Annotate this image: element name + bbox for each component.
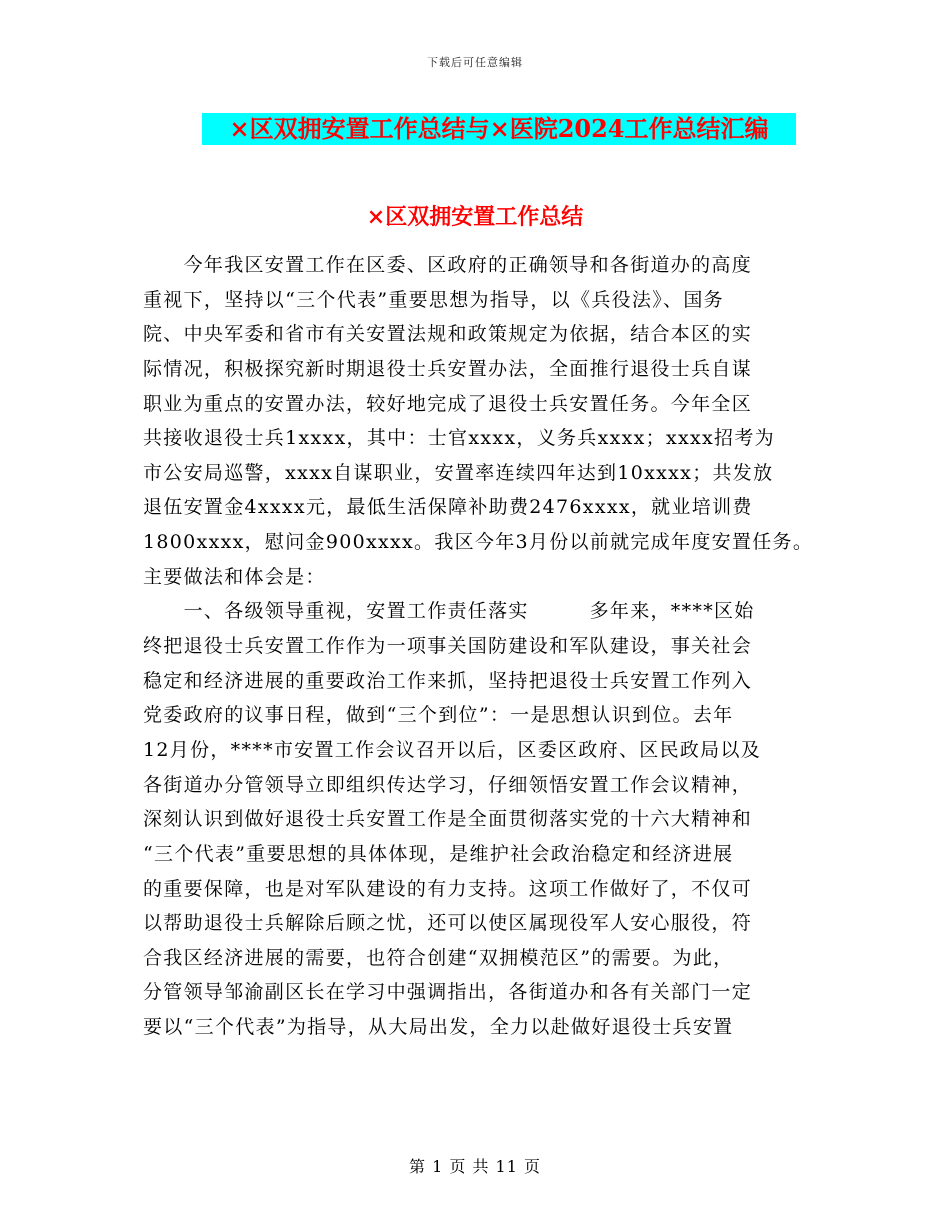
body-line: 重视下，坚持以“三个代表”重要思想为指导，以《兵役法》、国务 bbox=[143, 288, 724, 311]
body-line: 1800xxxx，慰问金900xxxx。我区今年3月份以前就完成年度安置任务。 bbox=[143, 531, 814, 554]
body-text bbox=[143, 248, 823, 1045]
document-title-highlight bbox=[202, 113, 796, 145]
body-line: 共接收退役士兵1xxxx，其中：士官xxxx，义务兵xxxx；xxxx招考为 bbox=[143, 427, 775, 450]
body-line: 今年我区安置工作在区委、区政府的正确领导和各街道办的高度 bbox=[143, 254, 753, 276]
body-line: 稳定和经济进展的重要政治工作来抓，坚持把退役士兵安置工作列入 bbox=[143, 669, 753, 692]
body-line: “三个代表”重要思想的具体体现，是维护社会政治稳定和经济进展 bbox=[143, 842, 734, 865]
body-line: 分管领导邹渝副区长在学习中强调指出，各街道办和各有关部门一定 bbox=[143, 981, 753, 1004]
body-line: 的重要保障，也是对军队建设的有力支持。这项工作做好了，不仅可 bbox=[143, 877, 753, 900]
body-line: 际情况，积极探究新时期退役士兵安置办法，全面推行退役士兵自谋 bbox=[143, 357, 753, 380]
header-note: 下载后可任意编辑 bbox=[427, 56, 523, 69]
body-line: 要以“三个代表”为指导，从大局出发，全力以赴做好退役士兵安置 bbox=[143, 1016, 734, 1039]
body-line: 党委政府的议事日程，做到“三个到位”：一是思想认识到位。去年 bbox=[143, 704, 734, 727]
body-line: 院、中央军委和省市有关安置法规和政策规定为依据，结合本区的实 bbox=[143, 323, 753, 346]
body-line: 深刻认识到做好退役士兵安置工作是全面贯彻落实党的十六大精神和 bbox=[143, 808, 753, 831]
body-line: 退伍安置金4xxxx元，最低生活保障补助费2476xxxx，就业培训费 bbox=[143, 496, 753, 519]
body-line: 各街道办分管领导立即组织传达学习，仔细领悟安置工作会议精神， bbox=[143, 773, 753, 796]
document-title: ×区双拥安置工作总结与×医院2024工作总结汇编 bbox=[229, 114, 769, 143]
body-line: 一、各级领导重视，安置工作责任落实 多年来，****区始 bbox=[143, 600, 755, 623]
body-line: 主要做法和体会是： bbox=[143, 565, 326, 588]
body-line: 终把退役士兵安置工作作为一项事关国防建设和军队建设，事关社会 bbox=[143, 635, 753, 658]
section-title: ×区双拥安置工作总结 bbox=[366, 204, 584, 230]
body-line: 职业为重点的安置办法，较好地完成了退役士兵安置任务。今年全区 bbox=[143, 392, 753, 415]
body-line: 市公安局巡警，xxxx自谋职业，安置率连续四年达到10xxxx；共发放 bbox=[143, 461, 774, 484]
body-line: 以帮助退役士兵解除后顾之忧，还可以使区属现役军人安心服役，符 bbox=[143, 912, 753, 935]
body-line: 12月份，****市安置工作会议召开以后，区委区政府、区民政局以及 bbox=[143, 738, 762, 761]
page-footer: 第 1 页 共 11 页 bbox=[409, 1157, 541, 1176]
body-line: 合我区经济进展的需要，也符合创建“双拥模范区”的需要。为此， bbox=[143, 946, 734, 969]
